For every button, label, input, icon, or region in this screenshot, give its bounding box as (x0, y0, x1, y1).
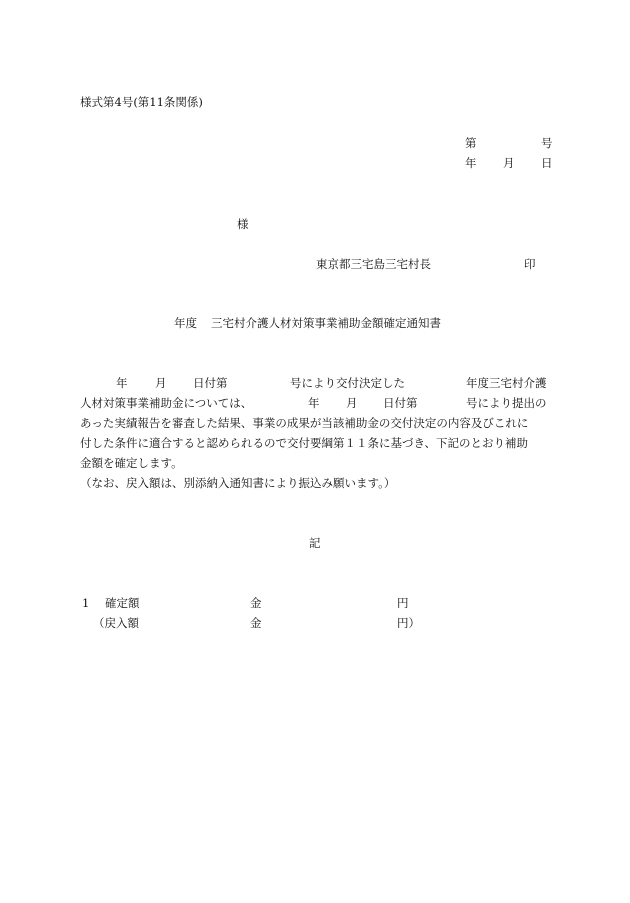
addressee-suffix: 様 (237, 217, 249, 231)
body-l2-month: 月 (346, 396, 358, 410)
seal-mark: 印 (524, 257, 536, 271)
body-line-4: 付した条件に適合すると認められるので交付要綱第１１条に基づき、下記のとおり補助 (80, 436, 529, 450)
confirmed-amount-label: 確定額 (105, 596, 140, 610)
body-line-3: あった実績報告を審査した結果、事業の成果が当該補助金の交付決定の内容及びこれに (80, 416, 529, 430)
confirmed-yen: 円 (397, 596, 409, 610)
ki-heading: 記 (309, 536, 321, 550)
date-month: 月 (503, 156, 515, 170)
number-suffix: 号 (541, 136, 553, 150)
body-line-5: 金額を確定します。 (80, 456, 183, 470)
number-prefix: 第 (465, 136, 477, 150)
refund-amount-label: （戻入額 (93, 616, 139, 630)
body-l2-year: 年 (308, 396, 320, 410)
body-l1-month: 月 (155, 376, 167, 390)
body-l1-date-no: 日付第 (193, 376, 228, 390)
body-l1-year: 年 (116, 376, 128, 390)
issuer-name: 東京都三宅島三宅村長 (316, 257, 431, 271)
body-l2-tail: 号により提出の (466, 396, 547, 410)
title-year-label: 年度 (174, 316, 197, 330)
body-l1-tail: 年度三宅村介護 (466, 376, 547, 390)
form-label: 様式第4号(第11条関係) (80, 95, 203, 109)
body-note: （なお、戻入額は、別添納入通知書により振込み願います。） (80, 476, 396, 490)
refund-kin: 金 (250, 616, 262, 630)
body-l2-head: 人材対策事業補助金については、 (80, 396, 253, 410)
refund-yen: 円） (397, 616, 420, 630)
title-text: 三宅村介護人材対策事業補助金額確定通知書 (211, 316, 441, 330)
date-day: 日 (541, 156, 553, 170)
date-year: 年 (465, 156, 477, 170)
item-number: 1 (82, 596, 90, 610)
body-l1-decided: 号により交付決定した (290, 376, 405, 390)
confirmed-kin: 金 (250, 596, 262, 610)
body-l2-date-no: 日付第 (383, 396, 418, 410)
